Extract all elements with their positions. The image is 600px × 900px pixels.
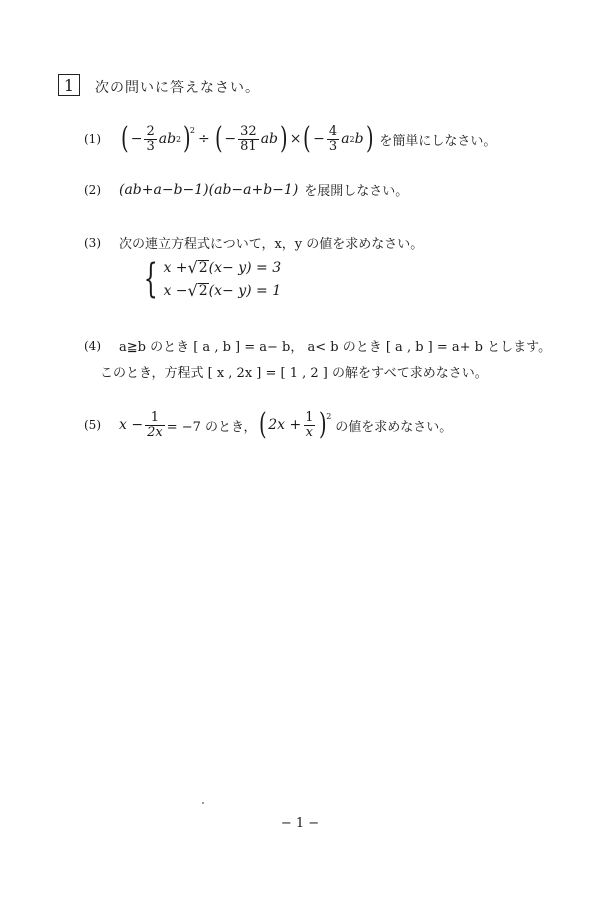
q1-label: (1) (84, 132, 101, 146)
q5-label: (5) (84, 418, 101, 432)
q1-f2-den: 81 (240, 138, 257, 154)
q1-fraction-2 (238, 125, 259, 154)
q3-text: 次の連立方程式について，x，y の値を求めなさい。 (119, 237, 424, 252)
q5-exp: 2 (326, 411, 332, 421)
q3-system (138, 256, 281, 302)
q1-fraction-1 (144, 125, 156, 154)
question-4 (84, 336, 551, 355)
q1-exp1: 2 (176, 134, 182, 144)
q1-exp3: 2 (349, 134, 355, 144)
q4-label: (4) (84, 338, 101, 353)
q3-label: (3) (84, 235, 101, 250)
q1-tail: を簡単にしなさい。 (379, 133, 497, 149)
paren-close: ) (319, 407, 328, 442)
q1-term2: ab (260, 131, 278, 147)
sqrt-symbol: √ 2 (187, 257, 208, 277)
q1-fraction-3 (327, 125, 339, 154)
q4-line-1: a≧b のとき [ a , b ] = a− b， a< b のとき [ a , b ] = a+ b とします。 (119, 340, 552, 355)
q1-f2-num: 32 (240, 123, 257, 139)
q1-minus: − (224, 131, 237, 147)
q5-g-num: 1 (305, 409, 314, 425)
q1-divide: ÷ (197, 131, 210, 147)
q1-term3a: a (341, 131, 350, 147)
q1-term1: ab (158, 131, 177, 147)
q4-line-2: このとき，方程式 [ x , 2x ] = [ 1 , 2 ] の解をすべて求めなさい。 (100, 366, 488, 381)
question-3 (84, 233, 423, 252)
q3-eq1-a: x + (163, 259, 188, 276)
question-2 (84, 180, 408, 199)
q2-expression: (ab+a−b−1)(ab−a+b−1) (119, 181, 299, 198)
question-number-box: 1 (58, 74, 80, 96)
q1-outer-exp: 2 (189, 125, 195, 135)
q1-f3-num: 4 (328, 123, 338, 139)
paren-close: ) (280, 121, 288, 156)
q5-g-den: x (305, 424, 314, 440)
q5-f-den: 2x (147, 424, 163, 440)
q1-term3b: b (354, 131, 364, 147)
paren-open: ( (214, 121, 223, 156)
paren-open: ( (258, 407, 267, 442)
q5-inner: 2x + (268, 417, 302, 433)
paren-close: ) (183, 121, 191, 156)
paren-open: ( (121, 121, 129, 156)
question-5 (84, 407, 453, 442)
q1-f1-num: 2 (146, 123, 155, 139)
q1-f3-den: 3 (328, 138, 338, 154)
q3-eq1-sqrt: 2 (198, 259, 208, 276)
q2-tail: を展開しなさい。 (304, 184, 409, 199)
paren-close: ) (365, 121, 374, 156)
q1-minus: − (313, 131, 325, 147)
q1-minus: − (130, 131, 143, 147)
q5-fraction-1 (145, 411, 165, 440)
q5-fraction-2 (303, 411, 315, 440)
q5-tail: の値を求めなさい。 (335, 419, 453, 435)
q3-eq2-b: (x− y) = 1 (208, 282, 282, 299)
paren-open: ( (303, 121, 312, 156)
q3-equation-2 (163, 279, 281, 302)
sqrt-symbol: √ 2 (187, 280, 208, 300)
q1-f1-den: 3 (146, 138, 155, 154)
question-1 (84, 121, 497, 156)
q3-equations (163, 256, 281, 302)
q3-eq2-sqrt: 2 (198, 282, 208, 299)
page-number: − 1 − (280, 816, 320, 831)
q5-mid: = −7 のとき， (166, 419, 257, 435)
q3-eq2-a: x − (163, 282, 188, 299)
q3-equation-1 (163, 256, 281, 279)
q5-x: x − (119, 417, 144, 433)
q3-eq1-b: (x− y) = 3 (208, 259, 282, 276)
q1-times: × (289, 131, 302, 147)
q2-label: (2) (84, 182, 101, 197)
instruction-text: 次の問いに答えなさい。 (95, 80, 260, 96)
q5-f-num: 1 (150, 409, 160, 425)
scan-speck (202, 802, 204, 804)
system-brace: { (143, 256, 158, 302)
